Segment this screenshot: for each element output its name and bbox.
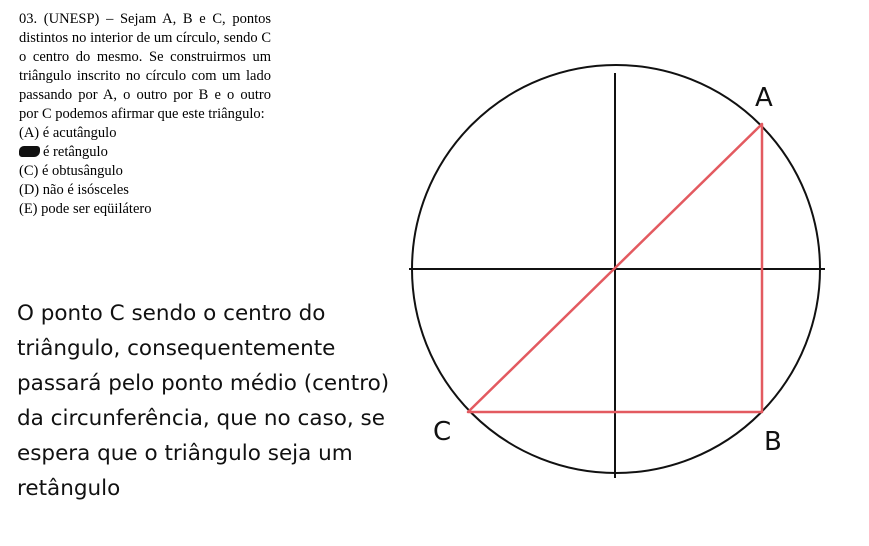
label-a: A	[755, 83, 773, 113]
option-text: é acutângulo	[42, 125, 117, 141]
option-letter: (A)	[19, 125, 40, 141]
label-c: C	[433, 417, 452, 447]
question-stem: 03. (UNESP) – Sejam A, B e C, pontos distintos no interior de um círculo, sendo C o centro do mesmo. Se construirmos um triângulo inscrito no círculo com um lado passando por A, o outro por B e o outro por C podemos afirmar que este triângulo:	[19, 11, 271, 122]
option-text: é obtusângulo	[41, 163, 123, 179]
explanation-text: O ponto C sendo o centro do triângulo, consequentemente passará pelo ponto médio (centro) da circunferência, que no caso, se espera que o triângulo seja um retângulo	[17, 301, 390, 501]
option-text: é retângulo	[43, 144, 108, 160]
option-letter: (D)	[19, 182, 40, 198]
option-letter: (E)	[19, 201, 38, 217]
option-text: pode ser eqüilátero	[41, 201, 152, 217]
label-b: B	[764, 427, 782, 457]
option-letter: (C)	[19, 163, 39, 179]
option-text: não é isósceles	[42, 182, 129, 198]
